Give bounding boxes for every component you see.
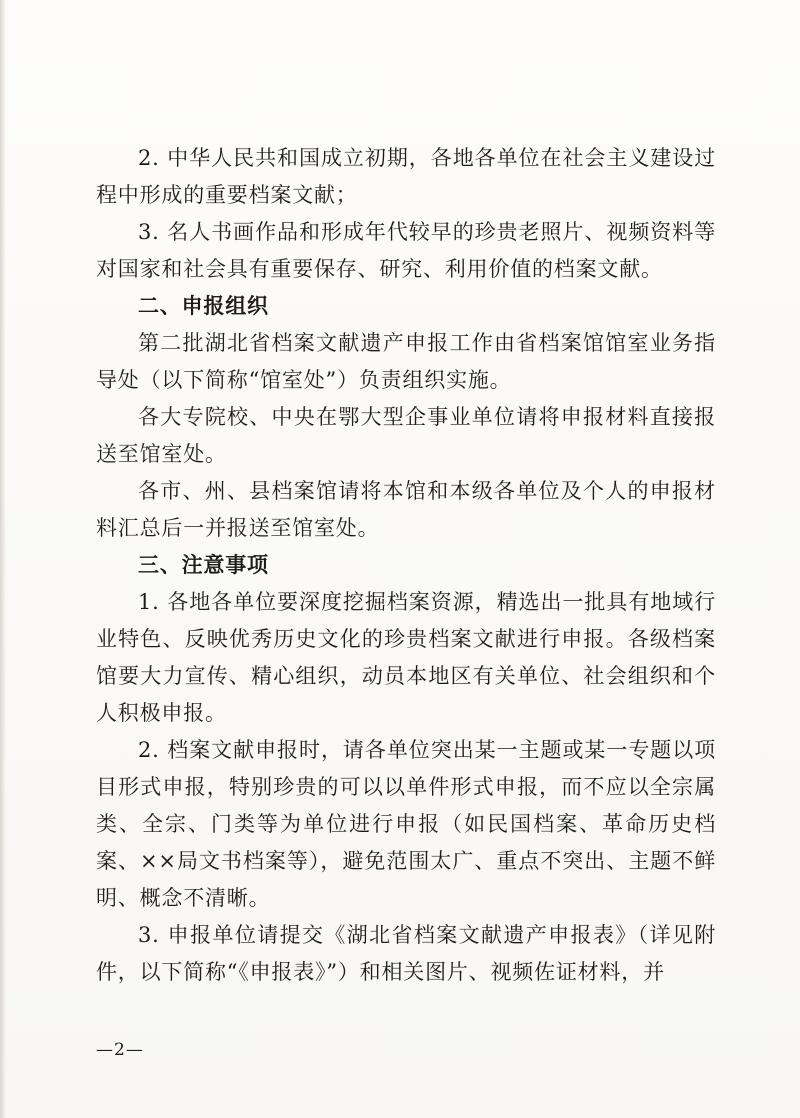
section-heading-organization: 二、申报组织: [138, 294, 269, 318]
paragraph-item-2: 2. 中华人民共和国成立初期，各地各单位在社会主义建设过程中形成的重要档案文献；: [96, 146, 716, 207]
page-number: —2—: [96, 1040, 144, 1060]
paragraph-item-3: 3. 名人书画作品和形成年代较早的珍贵老照片、视频资料等对国家和社会具有重要保存、研究、利用价值的档案文献。: [96, 220, 716, 281]
document-body: [96, 140, 716, 991]
paragraph-note-2: 2. 档案文献申报时，请各单位突出某一主题或某一专题以项目形式申报，特别珍贵的可以以单件形式申报，而不应以全宗属类、全宗、门类等为单位进行申报（如民国档案、革命历史档案、××局文书档案等），避免范围太广、重点不突出、主题不鲜明、概念不清晰。: [96, 738, 716, 910]
paragraph-note-3: 3. 申报单位请提交《湖北省档案文献遗产申报表》（详见附件，以下简称“《申报表》”）和相关图片、视频佐证材料，并: [96, 923, 716, 984]
paragraph-city-archives: 各市、州、县档案馆请将本馆和本级各单位及个人的申报材料汇总后一并报送至馆室处。: [96, 479, 716, 540]
paragraph-organization: 第二批湖北省档案文献遗产申报工作由省档案馆馆室业务指导处（以下简称“馆室处”）负责组织实施。: [96, 331, 716, 392]
paragraph-note-1: 1. 各地各单位要深度挖掘档案资源，精选出一批具有地域行业特色、反映优秀历史文化的珍贵档案文献进行申报。各级档案馆要大力宣传、精心组织，动员本地区有关单位、社会组织和个人积极申报。: [96, 590, 716, 725]
section-heading-notes: 三、注意事项: [138, 553, 269, 577]
scan-edge-shadow: [0, 0, 6, 1118]
paragraph-universities: 各大专院校、中央在鄂大型企事业单位请将申报材料直接报送至馆室处。: [96, 405, 716, 466]
